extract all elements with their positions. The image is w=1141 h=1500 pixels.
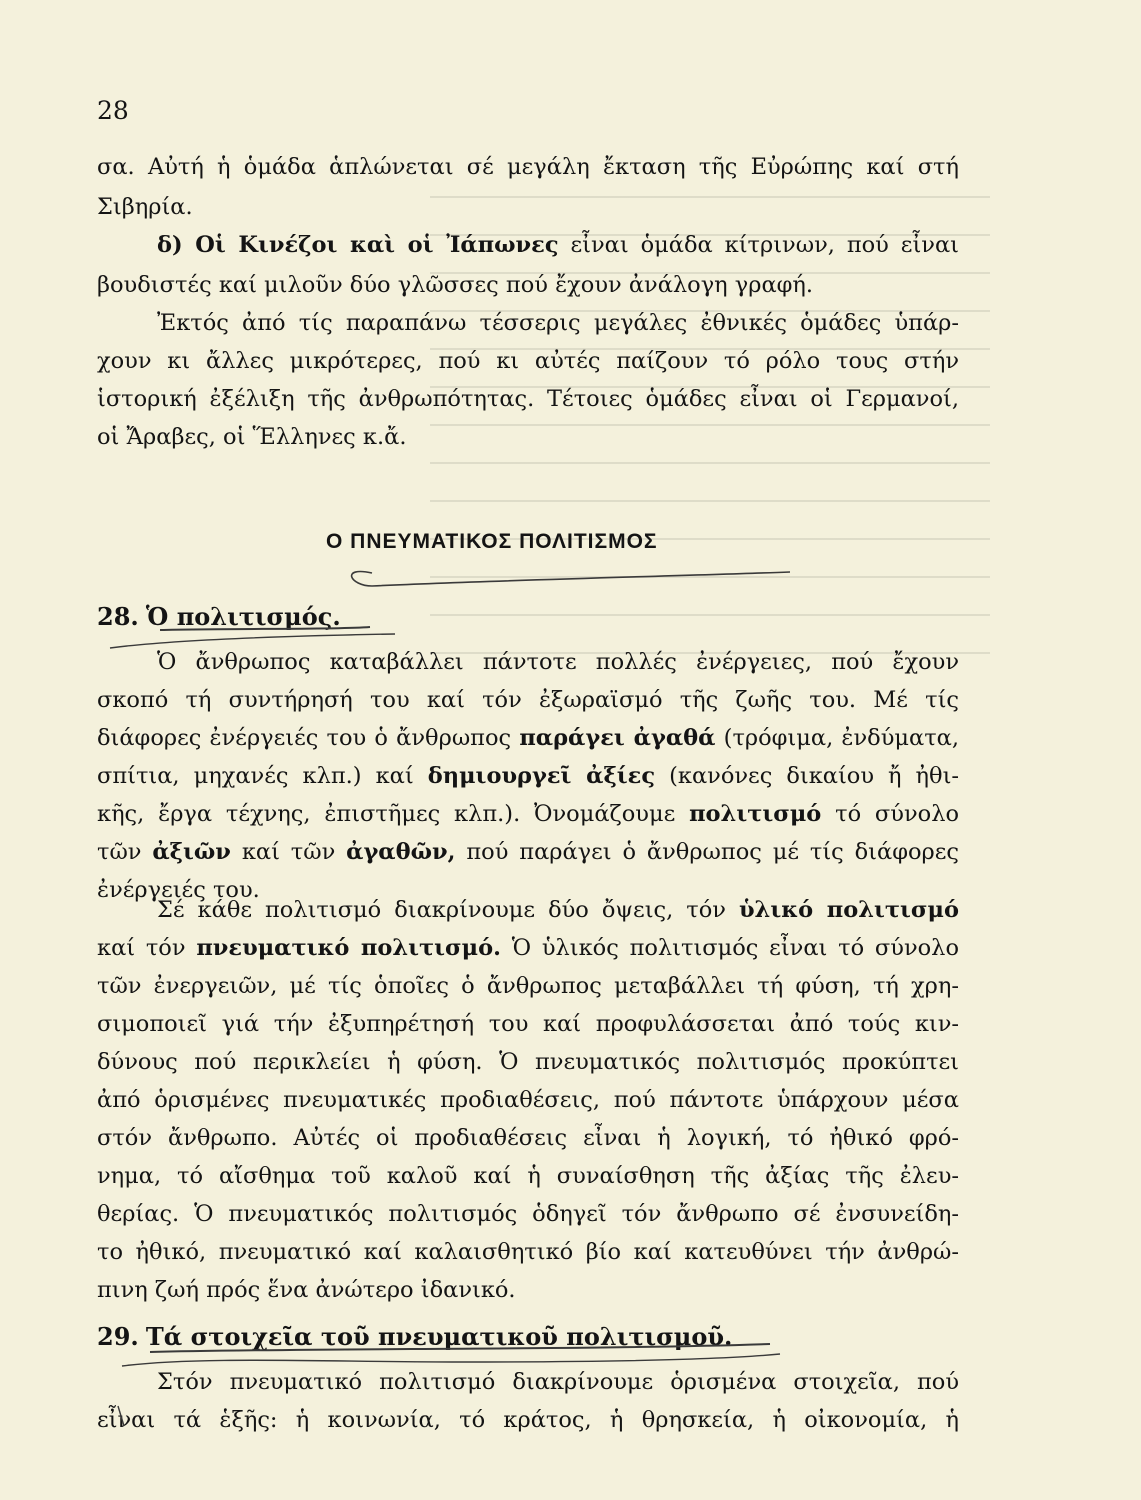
bold-term: δημιουργεῖ ἀξίες: [427, 763, 656, 789]
paragraph-d-label: δ) Οἱ Κινέζοι καὶ οἱ Ἰάπωνες: [157, 232, 559, 258]
section-number: 28.: [97, 602, 139, 631]
text-line: Στόν πνευματικό πολιτισμό διακρίνουμε ὁρισμένα στοιχεῖα, πού: [157, 1369, 959, 1395]
text-line: το ἠθικό, πνευματικό καί καλαισθητικό βίο καί κατευθύνει τήν ἀνθρώ-: [97, 1239, 959, 1265]
text-span: εἶναι ὁμάδα κίτρινων, πού εἶναι: [558, 232, 959, 258]
text-line: [97, 759, 959, 793]
text-line: εἶναι τά ἑξῆς: ἡ κοινωνία, τό κράτος, ἡ θρησκεία, ἡ οἰκονομία, ἡ: [97, 1407, 959, 1433]
section-29-heading: [97, 1320, 959, 1355]
text-line: [97, 721, 959, 755]
text-span: καί τῶν: [230, 839, 347, 865]
bold-term: ἀξιῶν: [152, 839, 231, 865]
text-line: τῶν ἐνεργειῶν, μέ τίς ὁποῖες ὁ ἄνθρωπος μεταβάλλει τή φύση, τή χρη-: [97, 973, 959, 999]
text-line: νημα, τό αἴσθημα τοῦ καλοῦ καί ἡ συναίσθηση τῆς ἀξίας τῆς ἐλευ-: [97, 1163, 959, 1189]
text-line: θερίας. Ὁ πνευματικός πολιτισμός ὁδηγεῖ τόν ἄνθρωπο σέ ἐνσυνείδη-: [97, 1201, 959, 1227]
text-line: [97, 931, 959, 965]
text-line: [157, 893, 959, 927]
text-line: οἱ Ἄραβες, οἱ Ἕλληνες κ.ἄ.: [97, 424, 407, 450]
text-line: ἐνέργειές του.: [97, 877, 260, 903]
pencil-underline-chapter: [352, 572, 790, 586]
text-line: Σιβηρία.: [97, 194, 193, 220]
text-span: Ὁ ὑλικός πολιτισμός εἶναι τό σύνολο: [500, 935, 959, 961]
text-line: σκοπό τή συντήρησή του καί τόν ἐξωραϊσμό τῆς ζωῆς του. Μέ τίς: [97, 687, 959, 713]
page-number: 28: [97, 96, 129, 125]
text-line: χουν κι ἄλλες μικρότερες, πού κι αὐτές παίζουν τό ρόλο τους στήν: [97, 348, 959, 374]
section-number: 29.: [97, 1322, 139, 1351]
text-line: Ὁ ἄνθρωπος καταβάλλει πάντοτε πολλές ἐνέργειες, πού ἔχουν: [157, 649, 959, 675]
text-span: Σέ κάθε πολιτισμό διακρίνουμε δύο ὄψεις, τόν: [157, 897, 739, 923]
text-span: πού παράγει ὁ ἄνθρωπος μέ τίς διάφορες: [455, 839, 959, 865]
text-line: σα. Αὐτή ἡ ὁμάδα ἁπλώνεται σέ μεγάλη ἔκταση τῆς Εὐρώπης καί στή: [97, 154, 959, 180]
text-line: στόν ἄνθρωπο. Αὐτές οἱ προδιαθέσεις εἶναι ἡ λογική, τό ἠθικό φρό-: [97, 1125, 959, 1151]
text-span: τό σύνολο: [821, 801, 960, 827]
text-line: [97, 797, 959, 831]
paragraph-d-line: [157, 228, 959, 262]
text-line: ἱστορική ἐξέλιξη τῆς ἀνθρωπότητας. Τέτοιες ὁμάδες εἶναι οἱ Γερμανοί,: [97, 386, 959, 412]
text-line: βουδιστές καί μιλοῦν δύο γλῶσσες πού ἔχουν ἀνάλογη γραφή.: [97, 272, 814, 298]
text-span: κῆς, ἔργα τέχνης, ἐπιστῆμες κλπ.). Ὀνομάζουμε: [97, 801, 690, 827]
text-line: δύνους πού περικλείει ἡ φύση. Ὁ πνευματικός πολιτισμός προκύπτει: [97, 1049, 959, 1075]
bold-term: πνευματικό πολιτισμό.: [196, 935, 501, 961]
text-span: (τρόφιμα, ἐνδύματα,: [715, 725, 960, 751]
text-line: [97, 835, 959, 869]
text-line: ἀπό ὁρισμένες πνευματικές προδιαθέσεις, πού πάντοτε ὑπάρχουν μέσα: [97, 1087, 959, 1113]
chapter-title: Ο ΠΝΕΥΜΑΤΙΚΟΣ ΠΟΛΙΤΙΣΜΟΣ: [326, 530, 658, 553]
section-title: Ὁ πολιτισμός.: [145, 602, 341, 631]
text-span: (κανόνες δικαίου ἤ ἠθι-: [655, 763, 960, 789]
text-span: διάφορες ἐνέργειές του ὁ ἄνθρωπος: [97, 725, 520, 751]
section-28-heading: [97, 600, 959, 635]
section-title: Τά στοιχεῖα τοῦ πνευματικοῦ πολιτισμοῦ.: [145, 1322, 733, 1351]
text-line: σιμοποιεῖ γιά τήν ἐξυπηρέτησή του καί προφυλάσσεται ἀπό τούς κιν-: [97, 1011, 959, 1037]
bold-term: πολιτισμό: [689, 801, 822, 827]
text-span: καί τόν: [97, 935, 197, 961]
text-span: σπίτια, μηχανές κλπ.) καί: [97, 763, 428, 789]
bold-term: παράγει ἀγαθά: [519, 725, 716, 751]
text-line: Ἐκτός ἀπό τίς παραπάνω τέσσερις μεγάλες ἐθνικές ὁμάδες ὑπάρ-: [157, 310, 959, 336]
bold-term: ὑλικό πολιτισμό: [738, 897, 959, 923]
text-span: τῶν: [97, 839, 153, 865]
text-line: πινη ζωή πρός ἕνα ἀνώτερο ἰδανικό.: [97, 1277, 516, 1303]
bold-term: ἀγαθῶν,: [346, 839, 456, 865]
